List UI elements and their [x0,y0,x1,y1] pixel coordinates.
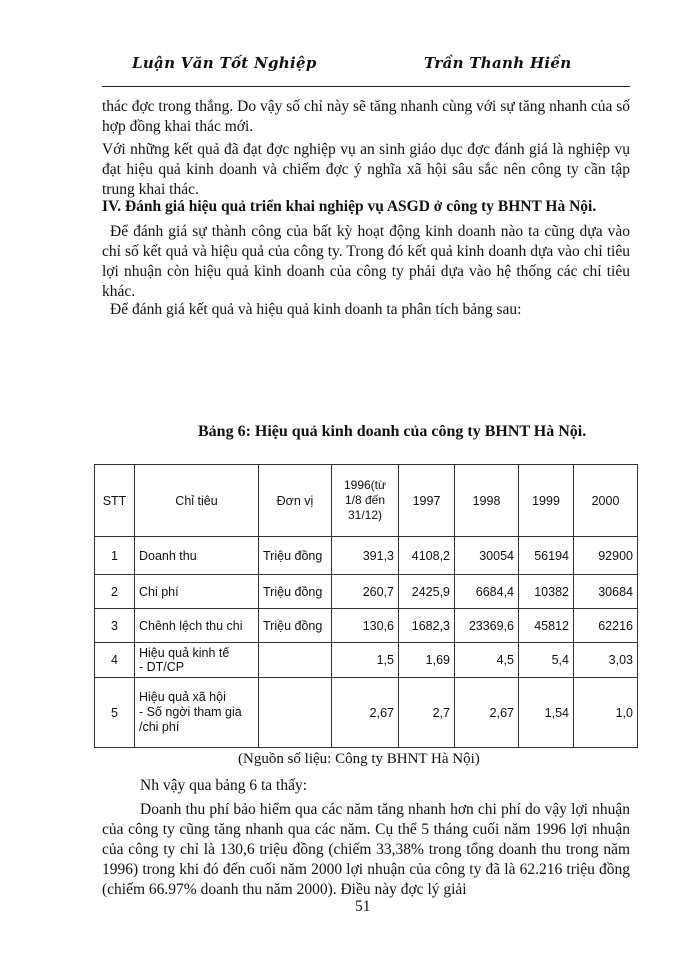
cell-name-line1: Hiệu quả kinh tế [139,646,230,660]
table-row [95,537,638,575]
cell-1997: 4108,2 [399,537,455,575]
cell-stt: 2 [95,575,135,609]
cell-stt: 5 [95,678,135,748]
cell-1999: 1,54 [519,678,574,748]
cell-1996: 1,5 [332,643,399,678]
paragraph-3: Để đánh giá sự thành công của bất kỳ hoạt động kinh doanh nào ta cũng dựa vào chỉ số kết quả và hiệu quả của công ty. Trong đó kết quả kinh doanh dựa vào chỉ tiêu lợi nhuận còn hiệu quả kinh doanh của công ty phải dựa vào hệ thống các chỉ tiêu khác. [102,223,630,300]
table-caption: Bảng 6: Hiệu quả kinh doanh của công ty BHNT Hà Nội. [198,423,587,440]
header-1996: 1996(từ 1/8 đến 31/12) [332,465,399,537]
cell-1998: 30054 [455,537,519,575]
header-1998: 1998 [455,465,519,537]
cell-1997: 1,69 [399,643,455,678]
cell-1998: 2,67 [455,678,519,748]
cell-1996: 260,7 [332,575,399,609]
cell-unit: Triệu đồng [259,537,332,575]
cell-unit: Triệu đồng [259,609,332,643]
table-source-note: (Nguồn số liệu: Công ty BHNT Hà Nội) [238,751,480,767]
page-number: 51 [355,898,371,915]
cell-1999: 45812 [519,609,574,643]
cell-1999: 5,4 [519,643,574,678]
cell-unit [259,678,332,748]
cell-stt: 3 [95,609,135,643]
cell-1998: 23369,6 [455,609,519,643]
cell-1998: 4,5 [455,643,519,678]
header-stt: STT [95,465,135,537]
table-row [95,609,638,643]
cell-stt: 4 [95,643,135,678]
paragraph-5: Nh vậy qua bảng 6 ta thấy: [140,777,308,794]
paragraph-2: Với những kết quả đã đạt đợc nghiệp vụ an sinh giáo dục đợc đánh giá là nghiệp vụ đạt hiệu quả kinh doanh và chiếm đợc ý nghĩa xã hội sâu sắc nên công ty cần tập trung khai thác. [102,141,630,198]
cell-1997: 2,7 [399,678,455,748]
table-row [95,678,638,748]
cell-2000: 30684 [574,575,638,609]
cell-name-line2: - Số ngời tham gia /chi phí [139,705,242,734]
cell-1996: 391,3 [332,537,399,575]
cell-unit [259,643,332,678]
cell-1999: 10382 [519,575,574,609]
cell-1997: 1682,3 [399,609,455,643]
cell-2000: 92900 [574,537,638,575]
cell-name [135,643,259,678]
table-header-row [95,465,638,537]
header-1997: 1997 [399,465,455,537]
cell-1998: 6684,4 [455,575,519,609]
header-right-author: Trần Thanh Hiền [424,54,572,72]
cell-name-line1: Hiệu quả xã hội [139,690,226,704]
section-heading: IV. Đánh giá hiệu quả triển khai nghiệp vụ ASGD ở công ty BHNT Hà Nội. [102,198,597,215]
paragraph-1: thác đợc trong thắng. Do vậy số chỉ này sẽ tăng nhanh cùng với sự tăng nhanh của số hợp đồng khai thác mới. [102,98,630,135]
cell-1997: 2425,9 [399,575,455,609]
cell-1999: 56194 [519,537,574,575]
table-row [95,575,638,609]
cell-1996: 130,6 [332,609,399,643]
cell-name: Chi phí [135,575,259,609]
header-divider [102,86,630,87]
cell-2000: 3,03 [574,643,638,678]
header-left-title: Luận Văn Tốt Nghiệp [132,54,317,72]
table-row [95,643,638,678]
header-1999: 1999 [519,465,574,537]
cell-name-line2: - DT/CP [139,660,185,674]
cell-stt: 1 [95,537,135,575]
cell-2000: 62216 [574,609,638,643]
results-table [94,464,638,748]
cell-1996: 2,67 [332,678,399,748]
paragraph-4: Để đánh giá kết quả và hiệu quả kinh doanh ta phân tích bảng sau: [110,301,522,318]
header-unit: Đơn vị [259,465,332,537]
cell-unit: Triệu đồng [259,575,332,609]
paragraph-6: Doanh thu phí bảo hiểm qua các năm tăng nhanh hơn chi phí do vậy lợi nhuận của công ty cũng tăng nhanh qua các năm. Cụ thể 5 tháng cuối năm 1996 lợi nhuận của công ty chỉ là 130,6 triệu đồng (chiếm 33,38% trong tổng doanh thu trong năm 1996) trong khi đó đến cuối năm 2000 lợi nhuận của công ty đã là 62.216 triệu đồng (chiếm 66.97% doanh thu năm 2000). Điều này đợc lý giải [102,801,630,898]
header-2000: 2000 [574,465,638,537]
header-name: Chỉ tiêu [135,465,259,537]
cell-name: Chênh lệch thu chi [135,609,259,643]
cell-2000: 1,0 [574,678,638,748]
cell-name: Doanh thu [135,537,259,575]
cell-name [135,678,259,748]
